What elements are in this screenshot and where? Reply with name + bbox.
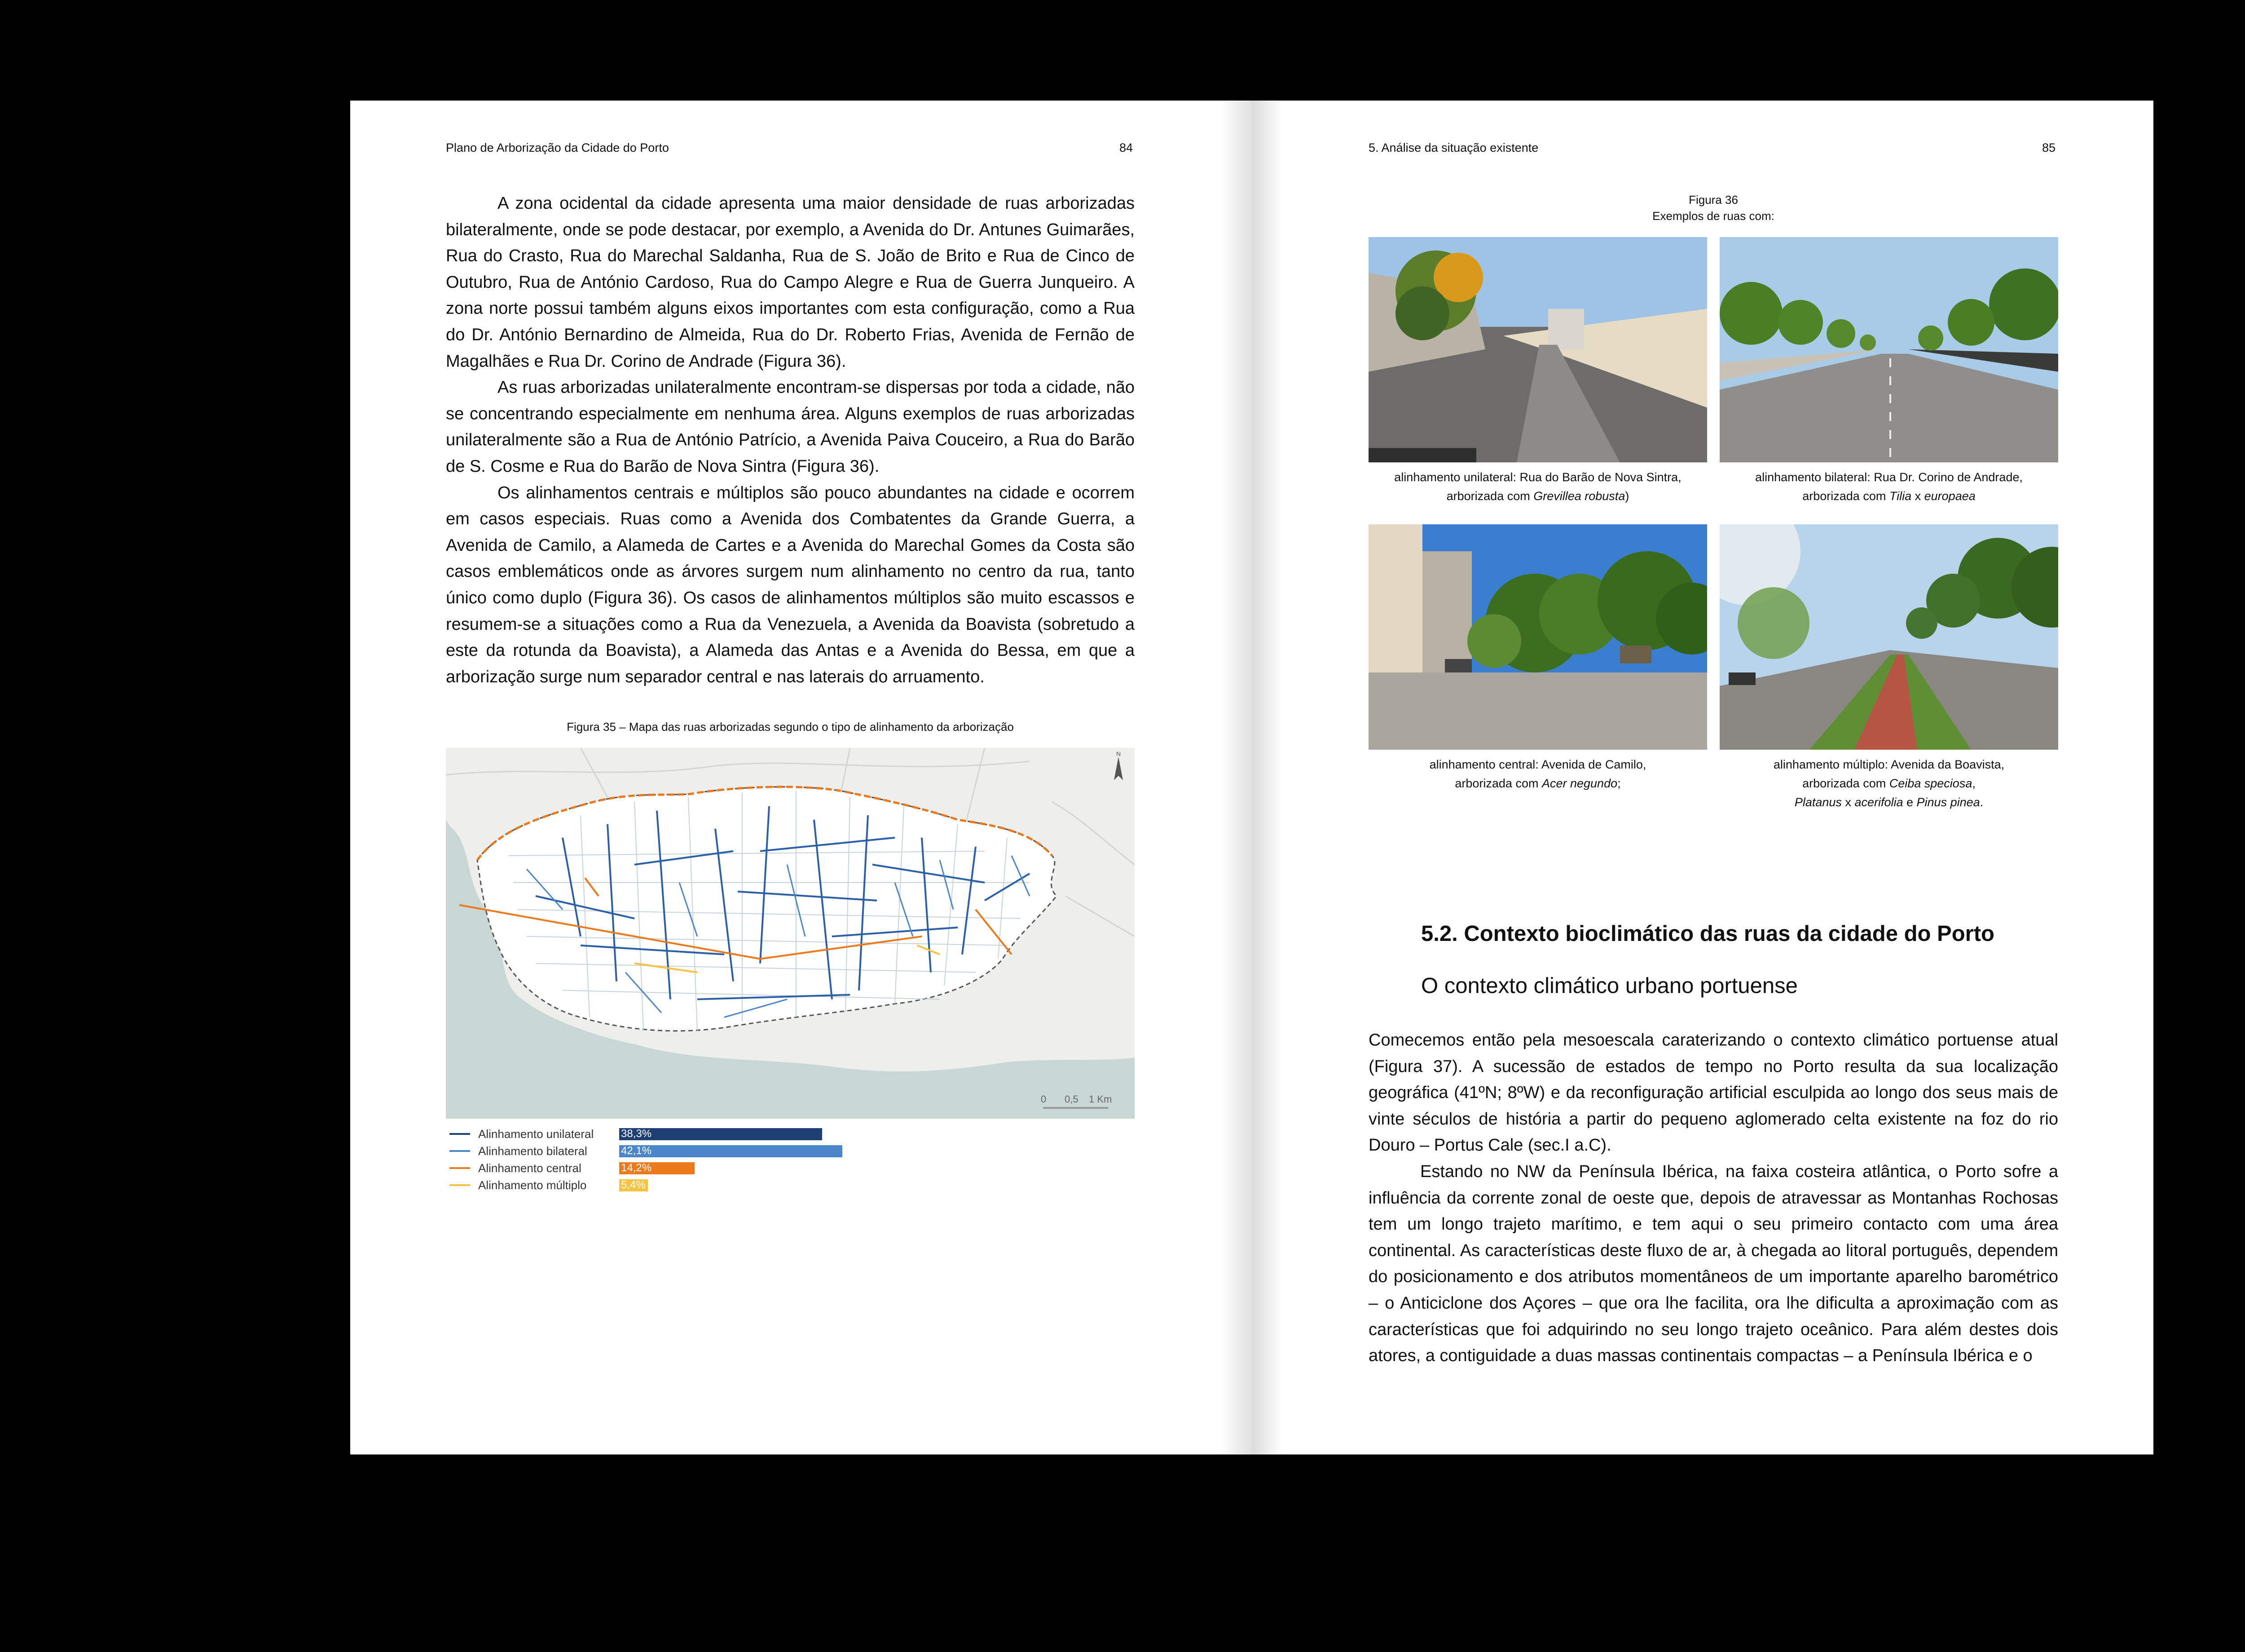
north-arrow-icon	[1114, 750, 1123, 780]
legend-line-swatch	[449, 1150, 470, 1152]
caption-unilateral	[1369, 468, 1707, 505]
map-legend	[446, 1126, 895, 1194]
street-alignment-map	[446, 748, 1135, 1119]
photo-central	[1369, 524, 1707, 750]
species-name: acerifolia	[1854, 795, 1903, 809]
legend-bar	[619, 1145, 842, 1157]
species-name: Grevillea robusta	[1533, 489, 1625, 503]
species-name: Pinus pinea	[1916, 795, 1980, 809]
species-name: Tilia	[1889, 489, 1912, 503]
body-text	[446, 190, 1135, 690]
legend-row-multiple	[446, 1177, 895, 1194]
caption-text: )	[1625, 489, 1629, 503]
caption-text: ;	[1617, 777, 1621, 790]
species-name: Ceiba speciosa	[1889, 777, 1972, 790]
legend-row-central	[446, 1160, 895, 1177]
gutter-shadow	[1220, 101, 1252, 1454]
running-head: 5. Análise da situação existente	[1369, 141, 1539, 154]
caption-text: e	[1903, 795, 1917, 809]
legend-line-swatch	[449, 1184, 470, 1186]
legend-value: 42,1%	[621, 1145, 652, 1157]
gutter-shadow	[1252, 101, 1283, 1454]
caption-line: alinhamento múltiplo: Avenida da Boavista,	[1773, 758, 2005, 771]
caption-text: arborizada com	[1802, 489, 1889, 503]
legend-row-bilateral	[446, 1143, 895, 1160]
legend-line-swatch	[449, 1167, 470, 1169]
paragraph: Os alinhamentos centrais e múltiplos são pouco abundantes na cidade e ocorrem em casos especiais. Ruas como a Avenida dos Combatentes da Grande Guerra, a Avenida de Camilo, a Alameda de Cartes e a Avenida do Marechal Gomes da Costa são casos emblemáticos onde as árvores surgem num alinhamento no centro da rua, tanto único como duplo (Figura 36). Os casos de alinhamentos múltiplos são muito escassos e resumem-se a situações como a Rua da Venezuela, a Avenida da Boavista (sobretudo a este da rotunda da Boavista), a Alameda das Antas e a Avenida do Bessa, em que a arborização surge num separador central e nas laterais do arruamento.	[446, 483, 1135, 686]
legend-label: Alinhamento múltiplo	[478, 1178, 587, 1192]
photo-multiple	[1720, 524, 2058, 750]
paragraph: Estando no NW da Península Ibérica, na faixa costeira atlântica, o Porto sofre a influência da corrente zonal de oeste que, depois de atravessar as Montanhas Rochosas tem um longo trajeto marítimo, e tem aqui o seu primeiro contacto com uma área continental. As características deste fluxo de ar, à chegada ao litoral português, dependem do posicionamento e dos atributos momentâneos de um importante aparelho barométrico – o Anticiclone dos Açores – que ora lhe facilita, ora lhe dificulta a aproximação com as características que foi adquirindo no seu longo trajeto oceânico. Para além destes dois atores, a contiguidade a duas massas continentais compactas – a Península Ibérica e o	[1369, 1162, 2058, 1366]
paragraph: A zona ocidental da cidade apresenta uma maior densidade de ruas arborizadas bilateralmente, onde se pode destacar, por exemplo, a Avenida do Dr. Antunes Guimarães, Rua do Crasto, Rua do Marechal Saldanha, Rua de S. João de Brito e Rua de Cinco de Outubro, Rua de António Cardoso, Rua do Campo Alegre e Rua de Guerra Junqueiro. A zona norte possui também alguns eixos importantes com esta configuração, como a Rua do Dr. António Bernardino de Almeida, Rua do Dr. Roberto Frias, Avenida de Fernão de Magalhães e Rua Dr. Corino de Andrade (Figura 36).	[446, 194, 1135, 371]
legend-label: Alinhamento unilateral	[478, 1127, 594, 1141]
caption-text: arborizada com	[1446, 489, 1534, 503]
caption-bilateral	[1720, 468, 2058, 505]
caption-text: x	[1911, 489, 1924, 503]
paragraph: Comecemos então pela mesoescala caraterizando o contexto climático portuense atual (Figura 37). A sucessão de estados de tempo no Porto resulta da sua localização geográfica (41ºN; 8ºW) e da reconfiguração artificial esculpida ao longo dos seus mais de vinte séculos de história a partir do pequeno aglomerado celta existente na foz do rio Douro – Portus Cale (sec.I a.C).	[1369, 1031, 2058, 1155]
scale-label-0: 0	[1041, 1094, 1047, 1105]
right-page	[1252, 101, 2153, 1454]
figure-36-title: Figura 36	[1689, 193, 1738, 206]
caption-text: arborizada com	[1455, 777, 1542, 790]
running-head: Plano de Arborização da Cidade do Porto	[446, 141, 669, 154]
caption-line: alinhamento unilateral: Rua do Barão de Nova Sintra,	[1394, 470, 1682, 484]
scale-label-half: 0,5	[1065, 1094, 1078, 1105]
legend-label: Alinhamento bilateral	[478, 1144, 587, 1158]
caption-multiple	[1720, 755, 2058, 812]
species-name: europaea	[1924, 489, 1976, 503]
legend-value: 14,2%	[621, 1162, 652, 1174]
caption-text: arborizada com	[1802, 777, 1889, 790]
caption-line: alinhamento bilateral: Rua Dr. Corino de Andrade,	[1755, 470, 2023, 484]
map-graphic	[446, 748, 1135, 1119]
body-text	[1369, 1027, 2058, 1369]
subheading: O contexto climático urbano portuense	[1421, 974, 1798, 998]
species-name: Acer negundo	[1541, 777, 1618, 790]
figure-36-subtitle: Exemplos de ruas com:	[1652, 209, 1774, 223]
paragraph: As ruas arborizadas unilateralmente encontram-se dispersas por toda a cidade, não se concentrando especialmente em nenhuma área. Alguns exemplos de ruas arborizadas unilateralmente são a Rua de António Patrício, a Avenida Paiva Couceiro, a Rua do Barão de S. Cosme e Rua do Barão de Nova Sintra (Figura 36).	[446, 378, 1135, 476]
photo-bilateral	[1720, 237, 2058, 462]
left-page	[350, 101, 1252, 1454]
caption-text: .	[1980, 795, 1984, 809]
legend-value: 5,4%	[621, 1179, 646, 1191]
legend-row-unilateral	[446, 1126, 895, 1143]
legend-label: Alinhamento central	[478, 1161, 581, 1175]
page-number: 84	[1119, 141, 1133, 154]
caption-text: ,	[1972, 777, 1976, 790]
caption-text: x	[1841, 795, 1855, 809]
legend-line-swatch	[449, 1133, 470, 1135]
species-name: Platanus	[1794, 795, 1842, 809]
section-heading: 5.2. Contexto bioclimático das ruas da cidade do Porto	[1421, 922, 1994, 946]
legend-value: 38,3%	[621, 1128, 652, 1140]
photo-unilateral	[1369, 237, 1707, 462]
svg-text:N: N	[1116, 750, 1121, 757]
scale-label-km: 1 Km	[1089, 1094, 1112, 1105]
figure-35-caption: Figura 35 – Mapa das ruas arborizadas segundo o tipo de alinhamento da arborização	[567, 720, 1014, 734]
page-number: 85	[2042, 141, 2056, 154]
caption-central	[1369, 755, 1707, 793]
caption-line: alinhamento central: Avenida de Camilo,	[1429, 758, 1646, 771]
